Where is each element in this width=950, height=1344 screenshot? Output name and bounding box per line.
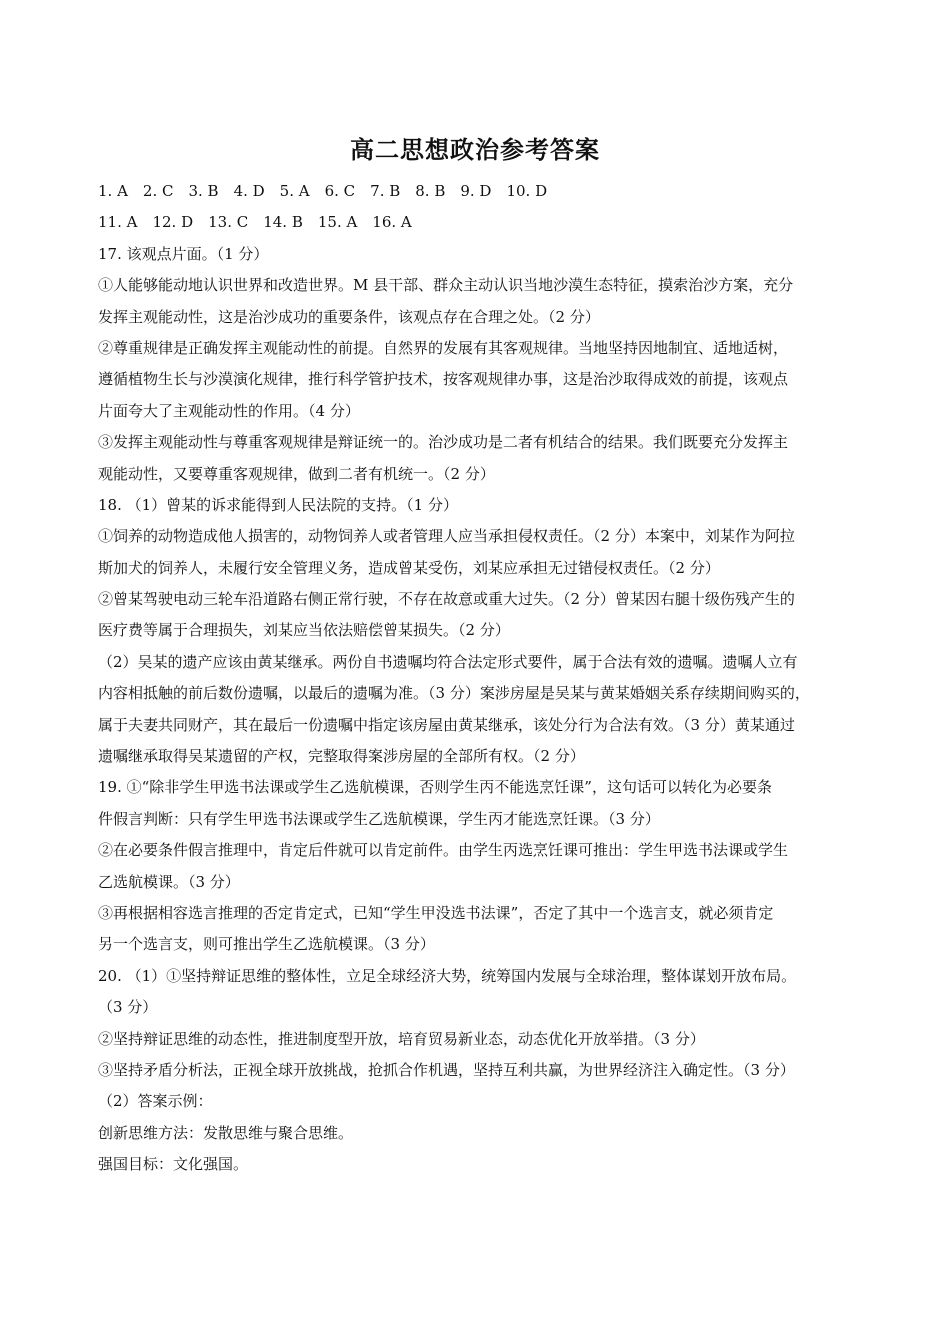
answer-line: 观能动性，又要尊重客观规律，做到二者有机统一。（2 分） xyxy=(98,464,495,483)
answer-line: ③坚持矛盾分析法，正视全球开放挑战，抢抓合作机遇，坚持互利共赢，为世界经济注入确定性。（3 分） xyxy=(98,1060,795,1079)
answer-line: 1. A 2. C 3. B 4. D 5. A 6. C 7. B 8. B 9. D 10. D xyxy=(98,182,548,200)
answer-line: （2）吴某的遗产应该由黄某继承。两份自书遗嘱均符合法定形式要件，属于合法有效的遗嘱。遗嘱人立有 xyxy=(98,652,798,671)
answer-line: 11. A 12. D 13. C 14. B 15. A 16. A xyxy=(98,213,412,232)
answer-line: （3 分） xyxy=(98,998,158,1017)
answer-line: 17. 该观点片面。（1 分） xyxy=(98,244,269,263)
page-title: 高二思想政治参考答案 xyxy=(350,136,600,164)
answer-line: ②在必要条件假言推理中，肯定后件就可以肯定前件。由学生丙选烹饪课可推出：学生甲选书法课或学生 xyxy=(98,841,789,860)
answer-line: ③发挥主观能动性与尊重客观规律是辩证统一的。治沙成功是二者有机结合的结果。我们既要充分发挥主 xyxy=(98,433,789,452)
answer-line: 片面夸大了主观能动性的作用。（4 分） xyxy=(98,401,360,420)
answer-line: ②坚持辩证思维的动态性，推进制度型开放，培育贸易新业态，动态优化开放举措。（3 分） xyxy=(98,1029,705,1048)
answer-line: ②尊重规律是正确发挥主观能动性的前提。自然界的发展有其客观规律。当地坚持因地制宜、适地适树， xyxy=(98,338,789,357)
answer-line: 遵循植物生长与沙漠演化规律，推行科学管护技术，按客观规律办事，这是治沙取得成效的前提，该观点 xyxy=(98,370,789,389)
answer-line: 18. （1）曾某的诉求能得到人民法院的支持。（1 分） xyxy=(98,495,458,514)
answer-line: 创新思维方法：发散思维与聚合思维。 xyxy=(98,1123,354,1142)
answer-line: 医疗费等属于合理损失，刘某应当依法赔偿曾某损失。（2 分） xyxy=(98,621,510,640)
answer-line: 遗嘱继承取得吴某遗留的产权，完整取得案涉房屋的全部所有权。（2 分） xyxy=(98,747,585,766)
answer-line: 20. （1）①坚持辩证思维的整体性，立足全球经济大势，统筹国内发展与全球治理，整体谋划开放布局。 xyxy=(98,966,797,985)
answer-line: ②曾某驾驶电动三轮车沿道路右侧正常行驶，不存在故意或重大过失。（2 分）曾某因右腿十级伤残产生的 xyxy=(98,590,795,609)
answer-line: ①饲养的动物造成他人损害的，动物饲养人或者管理人应当承担侵权责任。（2 分）本案中，刘某作为阿拉 xyxy=(98,527,795,546)
answer-line: 强国目标：文化强国。 xyxy=(98,1155,249,1174)
answer-line: ③再根据相容选言推理的否定肯定式，已知“学生甲没选书法课”，否定了其中一个选言支，就必须肯定 xyxy=(98,903,774,922)
answer-content xyxy=(98,176,858,1181)
answer-line: 19. ①“除非学生甲选书法课或学生乙选航模课，否则学生丙不能选烹饪课”，这句话可以转化为必要条 xyxy=(98,778,772,797)
answer-line: 属于夫妻共同财产，其在最后一份遗嘱中指定该房屋由黄某继承，该处分行为合法有效。（3 分）黄某通过 xyxy=(98,715,795,734)
answer-line: 乙选航模课。（3 分） xyxy=(98,872,240,891)
answer-line: ①人能够能动地认识世界和改造世界。M 县干部、群众主动认识当地沙漠生态特征，摸索治沙方案，充分 xyxy=(98,276,794,295)
answer-line: 件假言判断：只有学生甲选书法课或学生乙选航模课，学生丙才能选烹饪课。（3 分） xyxy=(98,809,660,828)
answer-line: 内容相抵触的前后数份遗嘱，以最后的遗嘱为准。（3 分）案涉房屋是吴某与黄某婚姻关系存续期间购买的， xyxy=(98,684,810,703)
answer-line: （2）答案示例： xyxy=(98,1092,213,1111)
answer-line: 另一个选言支，则可推出学生乙选航模课。（3 分） xyxy=(98,935,435,954)
answer-line: 发挥主观能动性，这是治沙成功的重要条件，该观点存在合理之处。（2 分） xyxy=(98,307,600,326)
answer-line: 斯加犬的饲养人，未履行安全管理义务，造成曾某受伤，刘某应承担无过错侵权责任。（2 分） xyxy=(98,558,720,577)
